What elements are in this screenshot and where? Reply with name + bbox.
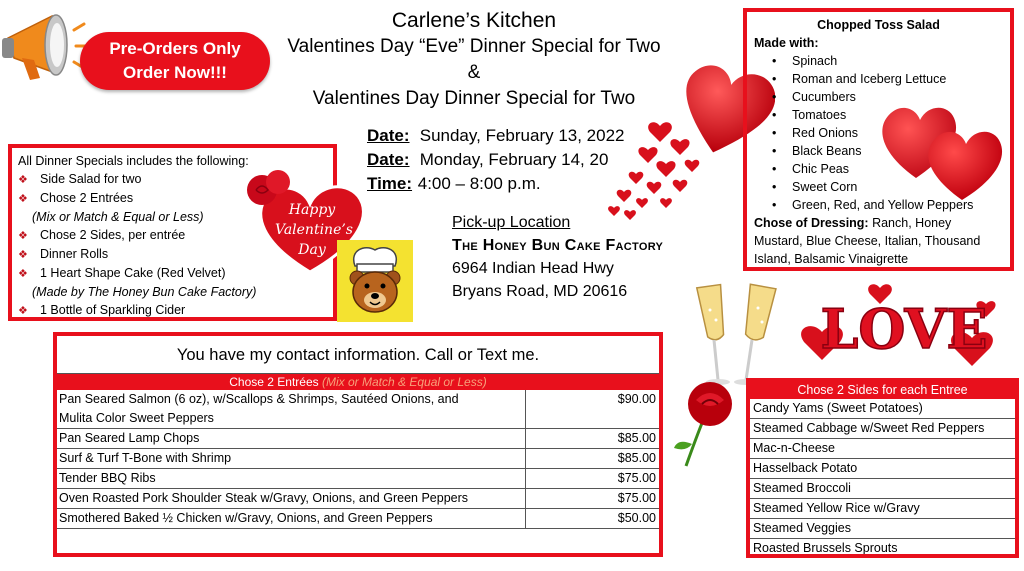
time-row (367, 172, 625, 196)
diamond-bullet-icon: ❖ (18, 305, 28, 317)
love-text: LOVE (820, 297, 988, 361)
entree-price: $75.00 (617, 491, 656, 505)
preorder-badge (80, 32, 270, 90)
sides-list (746, 378, 1019, 558)
date-label: Date: (367, 150, 410, 169)
contact-message: You have my contact information. Call or Text me. (57, 336, 659, 374)
valentine-day-text: Day (298, 242, 326, 258)
list-item: Steamed Yellow Rice w/Gravy (750, 499, 1015, 519)
diamond-bullet-icon: ❖ (18, 193, 28, 205)
preorder-line1: Pre-Orders Only (109, 39, 241, 58)
title-amp: & (467, 62, 481, 83)
scattered-hearts-icon (600, 112, 710, 224)
entrees-header-note: (Mix or Match & Equal or Less) (322, 375, 487, 389)
diamond-bullet-icon: ❖ (18, 230, 28, 242)
list-item: Hasselback Potato (750, 459, 1015, 479)
entree-name: Surf & Turf T-Bone with Shrimp (57, 449, 526, 468)
kitchen-name: Carlene’s Kitchen (391, 9, 557, 32)
includes-item: ❖ 1 Bottle of Sparkling Cider (18, 301, 327, 320)
date-row (367, 124, 625, 148)
includes-item: ❖ 1 Heart Shape Cake (Red Velvet) (18, 264, 327, 283)
entree-name: Tender BBQ Ribs (57, 469, 526, 488)
includes-note: (Mix or Match & Equal or Less) (32, 210, 204, 224)
date-value: Monday, February 14, 20 (419, 150, 609, 169)
list-item: Steamed Broccoli (750, 479, 1015, 499)
entree-name: Smothered Baked ½ Chicken w/Gravy, Onions, and Green Peppers (57, 509, 526, 528)
list-item: • Tomatoes (776, 106, 1003, 124)
event-dates (367, 124, 625, 196)
date-label: Date: (367, 126, 410, 145)
entree-price: $90.00 (617, 392, 656, 406)
pickup-heading: Pick-up Location (452, 214, 571, 231)
entrees-table (53, 332, 663, 557)
table-row (57, 469, 659, 489)
time-value: 4:00 – 8:00 p.m. (417, 174, 541, 193)
title-block (275, 8, 673, 112)
entree-price: $50.00 (617, 511, 656, 525)
entree-name: Pan Seared Lamp Chops (57, 429, 526, 448)
love-hearts-icon (800, 278, 1000, 374)
preorder-line2: Order Now!!! (123, 63, 227, 82)
dressing-line3: Island, Balsamic Vinaigrette (754, 252, 909, 266)
table-row (57, 429, 659, 449)
date-row (367, 148, 625, 172)
includes-item: ❖ Side Salad for two (18, 170, 327, 189)
list-item: • Spinach (776, 52, 1003, 70)
list-item: • Roman and Iceberg Lettuce (776, 70, 1003, 88)
valentine-happy-text: Happy (288, 202, 336, 218)
salad-title: Chopped Toss Salad (817, 18, 940, 32)
table-row (57, 489, 659, 509)
entree-price: $85.00 (617, 431, 656, 445)
list-item: • Black Beans (776, 142, 1003, 160)
list-item: Mac-n-Cheese (750, 439, 1015, 459)
list-item: • Red Onions (776, 124, 1003, 142)
bear-chef-logo-icon (337, 240, 413, 322)
dressing-line1: Ranch, Honey (868, 216, 952, 230)
champagne-glasses-icon (692, 280, 792, 390)
megaphone-icon (0, 8, 92, 84)
pickup-street: 6964 Indian Head Hwy (452, 260, 614, 277)
table-row (57, 449, 659, 469)
table-row (57, 390, 659, 429)
salad-made-with: Made with: (754, 36, 819, 50)
pickup-location (452, 211, 663, 303)
includes-item: ❖ Dinner Rolls (18, 245, 327, 264)
list-item: Steamed Cabbage w/Sweet Red Peppers (750, 419, 1015, 439)
sides-header: Chose 2 Sides for each Entree (750, 382, 1015, 399)
title-day: Valentines Day Dinner Special for Two (312, 88, 636, 109)
entrees-header (57, 374, 659, 390)
dressing-line2: Mustard, Blue Cheese, Italian, Thousand (754, 234, 981, 248)
entree-name: Oven Roasted Pork Shoulder Steak w/Gravy, Onions, and Green Peppers (57, 489, 526, 508)
pickup-business: The Honey Bun Cake Factory (452, 237, 664, 254)
diamond-bullet-icon: ❖ (18, 174, 28, 186)
list-item: • Cucumbers (776, 88, 1003, 106)
list-item: • Green, Red, and Yellow Peppers (776, 196, 1003, 214)
includes-item: ❖ Chose 2 Entrées (18, 189, 327, 208)
entree-name: Pan Seared Salmon (6 oz), w/Scallops & Shrimps, Sautéed Onions, and Mulita Color Sweet Peppers (57, 390, 526, 428)
diamond-bullet-icon: ❖ (18, 268, 28, 280)
pickup-city: Bryans Road, MD 20616 (452, 283, 628, 300)
includes-heading: All Dinner Specials includes the following: (18, 154, 249, 168)
date-value: Sunday, February 13, 2022 (419, 126, 625, 145)
entree-price: $85.00 (617, 451, 656, 465)
list-item: Candy Yams (Sweet Potatoes) (750, 399, 1015, 419)
two-hearts-icon (876, 96, 1006, 204)
title-eve: Valentines Day “Eve” Dinner Special for Two (287, 36, 661, 57)
includes-item: ❖ Chose 2 Sides, per entrée (18, 226, 327, 245)
red-rose-icon (666, 378, 742, 470)
list-item: Roasted Brussels Sprouts (750, 539, 1015, 558)
includes-note: (Made by The Honey Bun Cake Factory) (32, 285, 257, 299)
entree-price: $75.00 (617, 471, 656, 485)
list-item: • Chic Peas (776, 160, 1003, 178)
valentine-valentines-text: Valentine’s (275, 222, 353, 238)
table-row (57, 509, 659, 529)
list-item: Steamed Veggies (750, 519, 1015, 539)
diamond-bullet-icon: ❖ (18, 249, 28, 261)
list-item: • Sweet Corn (776, 178, 1003, 196)
entrees-header-label: Chose 2 Entrées (229, 375, 319, 389)
time-label: Time: (367, 174, 413, 193)
salad-dressing (754, 214, 1003, 232)
dressing-label: Chose of Dressing: (754, 216, 869, 230)
